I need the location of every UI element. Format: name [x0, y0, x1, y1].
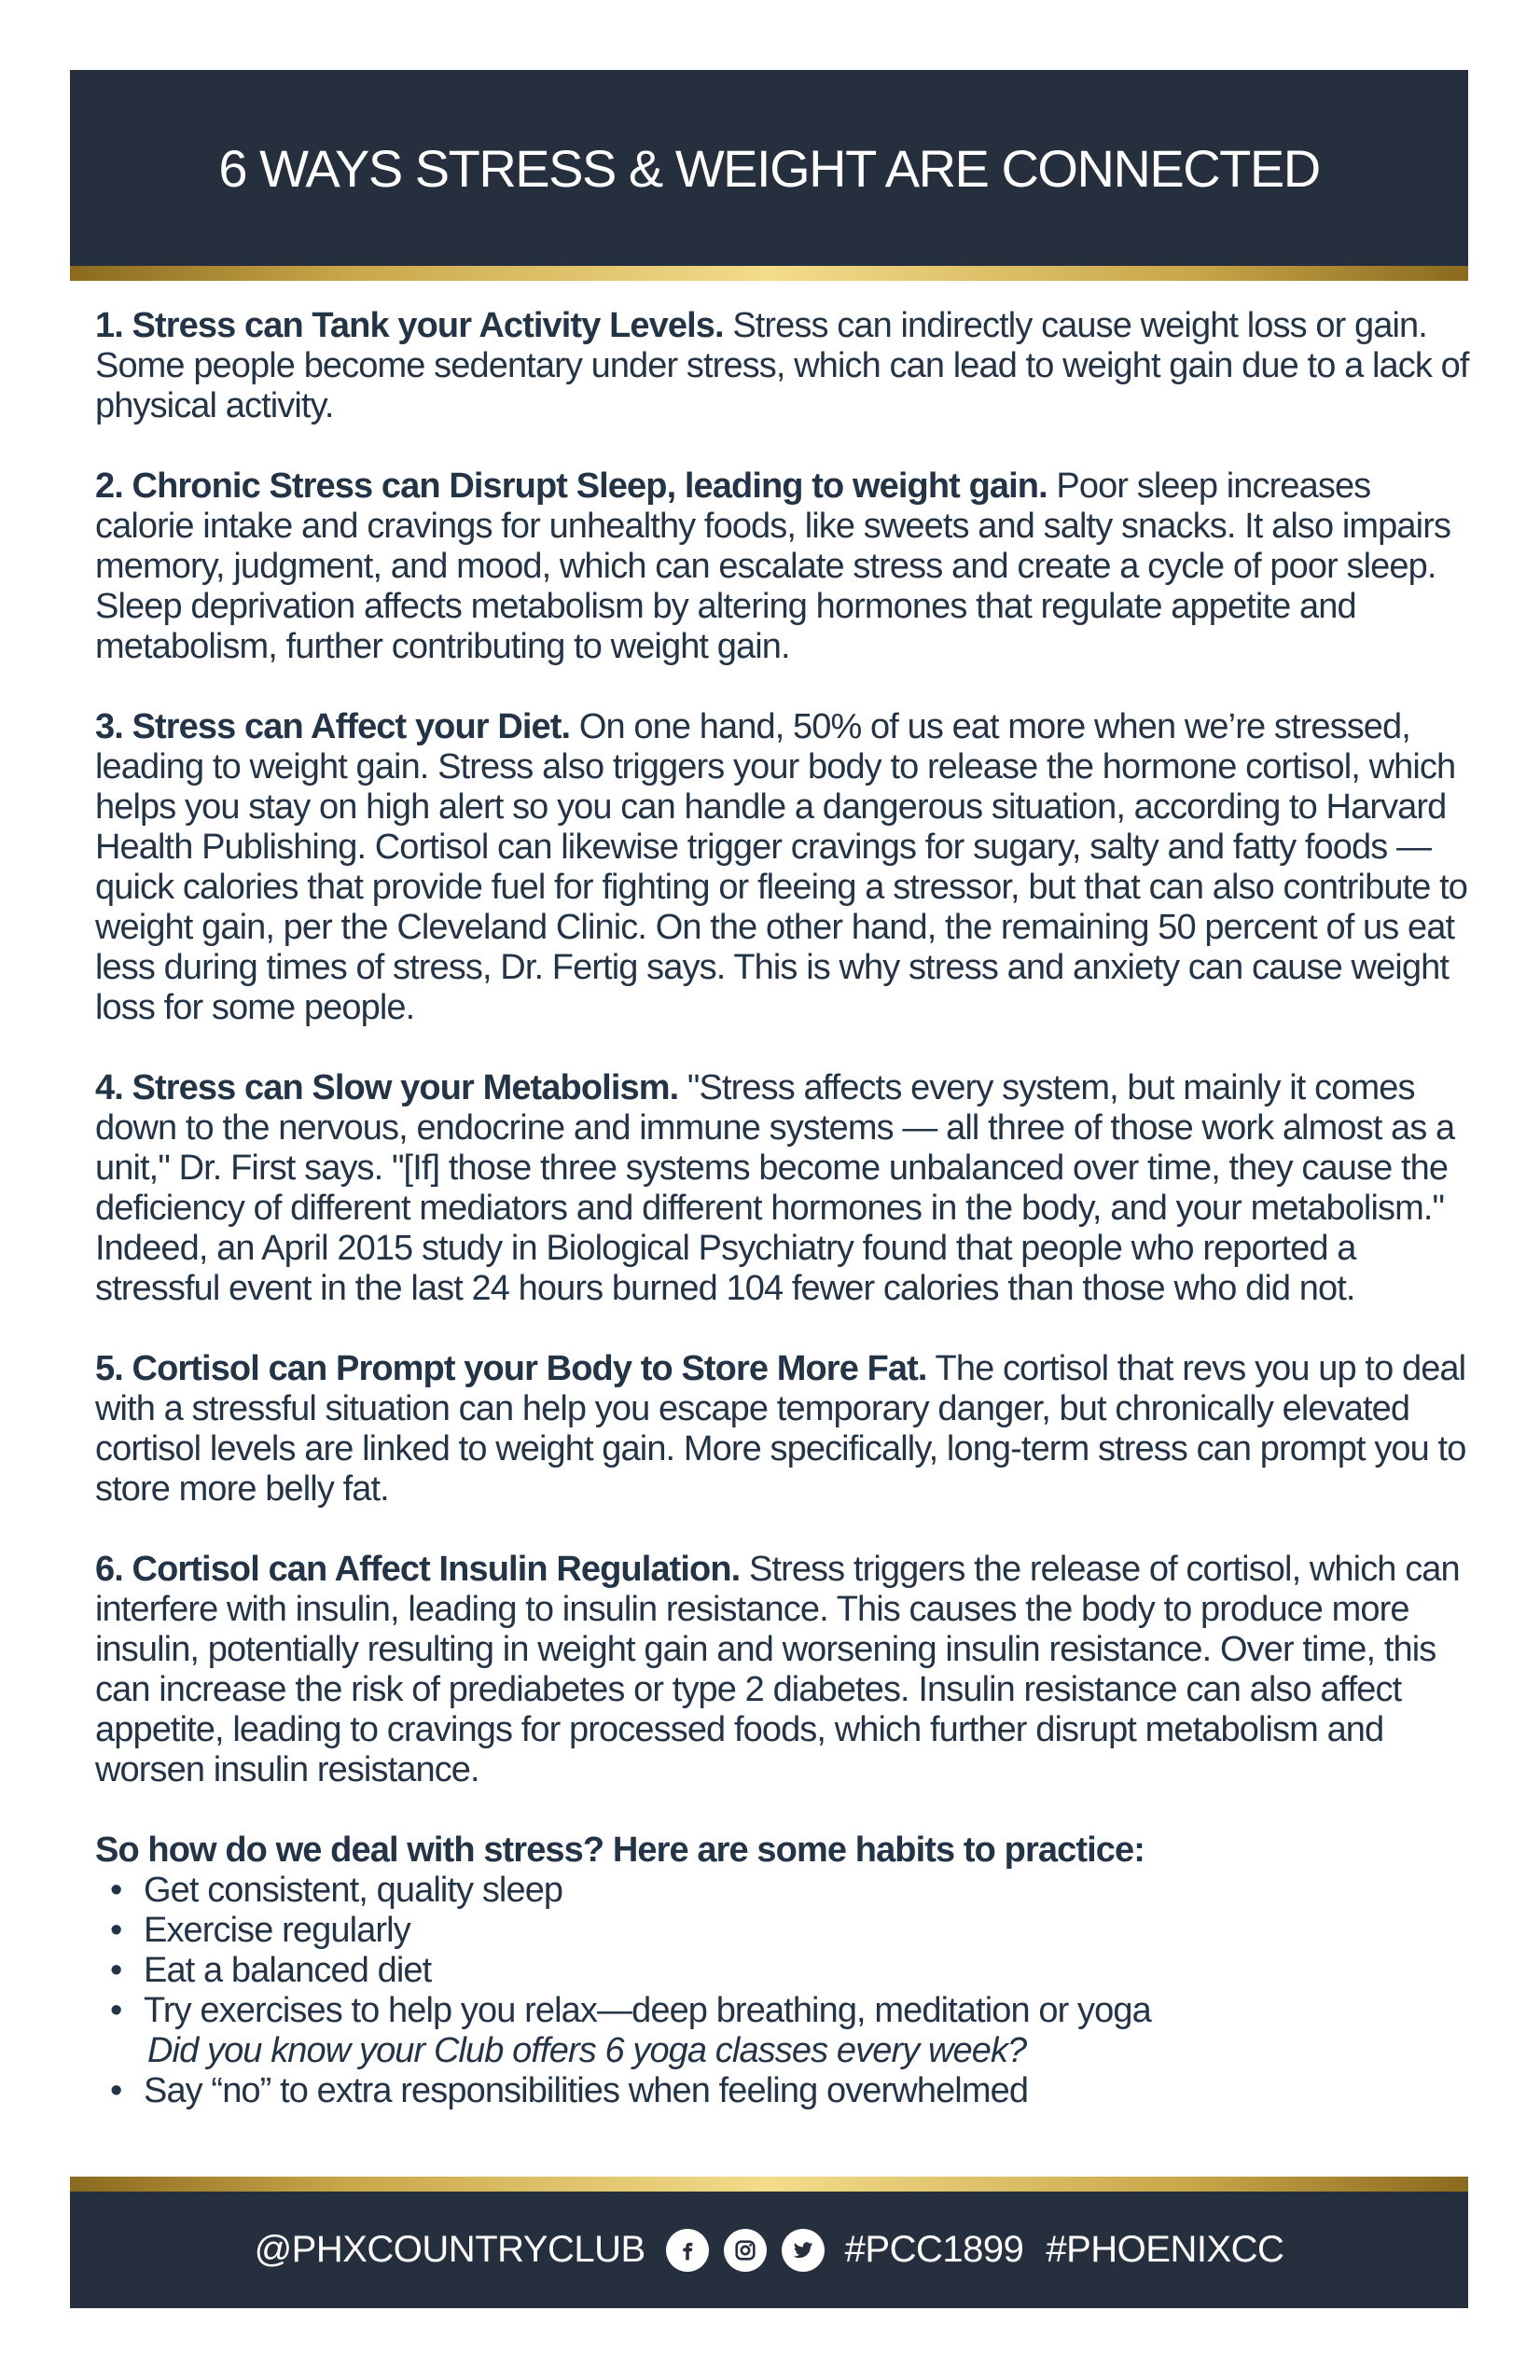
header-banner: [70, 70, 1468, 266]
bullet-icon: •: [110, 1911, 122, 1950]
item-heading: 4. Stress can Slow your Metabolism.: [95, 1068, 679, 1107]
bullet-icon: •: [110, 2071, 122, 2110]
habits-list: [95, 1871, 1476, 2111]
item-text: Stress triggers the release of cortisol, which can interfere with insulin, leading to insulin resistance. This causes the body to produce more insulin, potentially resulting in weight gain and worsening insulin resistance. Over time, this can increase the risk of prediabetes or type 2 diabetes. Insulin resistance can also affect appetite, leading to cravings for processed foods, which further disrupt metabolism and worsen insulin resistance.: [95, 1550, 1460, 1789]
instagram-icon[interactable]: [724, 2229, 767, 2272]
item-text: Stress can indirectly cause weight loss or gain. Some people become sedentary under stress, which can lead to weight gain due to a lack of physical activity.: [95, 306, 1469, 425]
item-heading: 3. Stress can Affect your Diet.: [95, 707, 571, 746]
facebook-icon[interactable]: [666, 2229, 709, 2272]
social-handle: @PHXCOUNTRYCLUB: [254, 2229, 645, 2270]
bullet-icon: •: [110, 1871, 122, 1910]
item-text: Poor sleep increases calorie intake and cravings for unhealthy foods, like sweets and salty snacks. It also impairs memory, judgment, and mood, which can escalate stress and create a cycle of poor sleep. Sleep deprivation affects metabolism by altering hormones that regulate appetite and metabolism, further contributing to weight gain.: [95, 466, 1451, 666]
hashtag-pcc1899: #PCC1899: [844, 2229, 1024, 2270]
page-title: 6 WAYS STRESS & WEIGHT ARE CONNECTED: [218, 138, 1320, 198]
item-heading: 2. Chronic Stress can Disrupt Sleep, leading to weight gain.: [95, 466, 1047, 506]
item-text: "Stress affects every system, but mainly it comes down to the nervous, endocrine and immune systems — all three of those work almost as a unit," Dr. First says. "[If] those three systems become unbalanced over time, they cause the deficiency of different mediators and different hormones in the body, and your metabolism." Indeed, an April 2015 study in Biological Psychiatry found that people who reported a stressful event in the last 24 hours burned 104 fewer calories than those who did not.: [95, 1068, 1455, 1308]
list-item: [95, 466, 1476, 667]
habit-item: • Get consistent, quality sleep: [110, 1871, 563, 1910]
gold-divider-top: [70, 266, 1468, 281]
bullet-icon: •: [110, 1951, 122, 1990]
list-item: [95, 306, 1476, 426]
habit-item: • Say “no” to extra responsibilities when feeling overwhelmed: [110, 2071, 1029, 2110]
item-text: The cortisol that revs you up to deal with a stressful situation can help you escape temporary danger, but chronically elevated cortisol levels are linked to weight gain. More specifically, long-term stress can prompt you to store more belly fat.: [95, 1349, 1466, 1509]
habit-item: • Try exercises to help you relax—deep breathing, meditation or yoga Did you know your Club offers 6 yoga classes every week?: [95, 1991, 1476, 2071]
habits-heading: So how do we deal with stress? Here are some habits to practice:: [95, 1830, 1145, 1870]
habit-item: • Eat a balanced diet: [110, 1951, 432, 1990]
list-item: [95, 1068, 1476, 1309]
item-text: On one hand, 50% of us eat more when we’re stressed, leading to weight gain. Stress also triggers your body to release the hormone cortisol, which helps you stay on high alert so you can handle a dangerous situation, according to Harvard Health Publishing. Cortisol can likewise trigger cravings for sugary, salty and fatty foods — quick calories that provide fuel for fighting or fleeing a stressor, but that can also contribute to weight gain, per the Cleveland Clinic. On the other hand, the remaining 50 percent of us eat less during times of stress, Dr. Fertig says. This is why stress and anxiety can cause weight loss for some people.: [95, 707, 1467, 1027]
yoga-note: Did you know your Club offers 6 yoga classes every week?: [147, 2031, 1027, 2070]
gold-divider-bottom: [70, 2177, 1468, 2192]
bullet-icon: •: [110, 1991, 122, 2030]
hashtag-phoenixcc: #PHOENIXCC: [1046, 2229, 1284, 2270]
twitter-icon[interactable]: [782, 2229, 825, 2272]
list-item: [95, 1349, 1476, 1510]
list-item: [95, 1550, 1476, 1790]
list-item: [95, 707, 1476, 1028]
item-heading: 5. Cortisol can Prompt your Body to Store More Fat.: [95, 1349, 927, 1388]
article-body: [95, 306, 1476, 2111]
habit-item: • Exercise regularly: [110, 1911, 410, 1950]
item-heading: 1. Stress can Tank your Activity Levels.: [95, 306, 724, 345]
item-heading: 6. Cortisol can Affect Insulin Regulation.: [95, 1550, 741, 1589]
footer-bar: [70, 2192, 1468, 2308]
